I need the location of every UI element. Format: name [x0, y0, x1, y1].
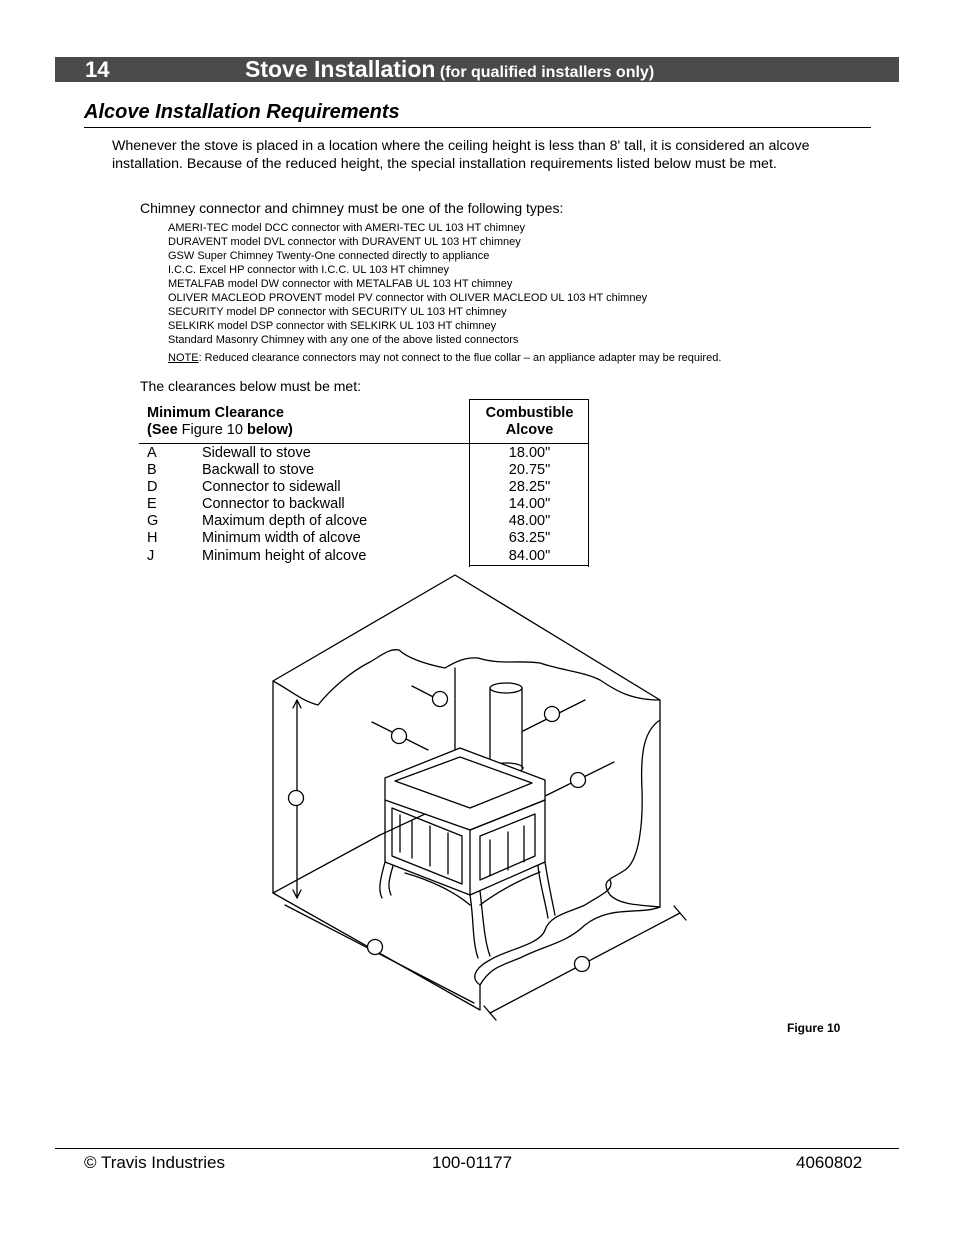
- page-number: 14: [85, 57, 110, 82]
- page-title-main: Stove Installation: [245, 56, 436, 82]
- page-title-subtitle: (for qualified installers only): [439, 64, 655, 81]
- alcove-figure: [260, 570, 690, 1030]
- list-item: SELKIRK model DSP connector with SELKIRK UL 103 HT chimney: [168, 320, 497, 332]
- list-item: AMERI-TEC model DCC connector with AMERI-TEC UL 103 HT chimney: [168, 222, 525, 234]
- table-row: H Minimum width of alcove 63.25": [147, 530, 551, 547]
- section-divider: [84, 127, 871, 128]
- list-item: GSW Super Chimney Twenty-One connected directly to appliance: [168, 250, 490, 262]
- list-item: DURAVENT model DVL connector with DURAVENT UL 103 HT chimney: [168, 236, 521, 248]
- table-row: B Backwall to stove 20.75": [147, 462, 551, 479]
- footer-document-number: 4060802: [796, 1153, 863, 1172]
- note-text: : Reduced clearance connectors may not connect to the flue collar – an appliance adapter may be required.: [198, 352, 722, 364]
- table-row: A Sidewall to stove 18.00": [147, 445, 551, 461]
- table-row: D Connector to sidewall 28.25": [147, 479, 551, 496]
- figure-caption: Figure 10: [787, 1021, 841, 1035]
- section-title: Alcove Installation Requirements: [84, 101, 400, 123]
- table-row: J Minimum height of alcove 84.00": [147, 547, 551, 564]
- stove-illustration: [380, 748, 555, 958]
- list-item: OLIVER MACLEOD PROVENT model PV connector with OLIVER MACLEOD UL 103 HT chimney: [168, 292, 648, 304]
- table-row: G Maximum depth of alcove 48.00": [147, 513, 551, 530]
- chimney-intro: Chimney connector and chimney must be one of the following types:: [140, 200, 564, 216]
- table-body: [139, 445, 589, 565]
- clearance-table: [139, 399, 589, 567]
- table-header-combustible-alcove: Combustible Alcove: [485, 405, 574, 438]
- stove-pipe: [490, 688, 522, 768]
- intro-paragraph: Whenever the stove is placed in a location where the ceiling height is less than 8' tall, it is considered an alcove installation. Because of the reduced height, the special installation requirements listed below must be met.: [112, 138, 810, 172]
- page-header-bar: [55, 57, 899, 82]
- list-item: Standard Masonry Chimney with any one of the above listed connectors: [168, 334, 519, 346]
- note-label: NOTE: [168, 352, 199, 364]
- chimney-type-list: [168, 221, 647, 347]
- page-title: [245, 57, 654, 85]
- footer-copyright: © Travis Industries: [84, 1153, 226, 1172]
- list-item: SECURITY model DP connector with SECURITY UL 103 HT chimney: [168, 306, 507, 318]
- table-header-clearance: Minimum Clearance (See Figure 10 below): [147, 405, 293, 438]
- footer-divider: [55, 1148, 899, 1149]
- list-item: I.C.C. Excel HP connector with I.C.C. UL 103 HT chimney: [168, 264, 450, 276]
- footer-part-number: 100-01177: [432, 1153, 513, 1172]
- list-item: METALFAB model DW connector with METALFAB UL 103 HT chimney: [168, 278, 513, 290]
- clearances-intro: The clearances below must be met:: [140, 378, 361, 394]
- table-row: E Connector to backwall 14.00": [147, 496, 551, 513]
- connector-note: [168, 352, 721, 364]
